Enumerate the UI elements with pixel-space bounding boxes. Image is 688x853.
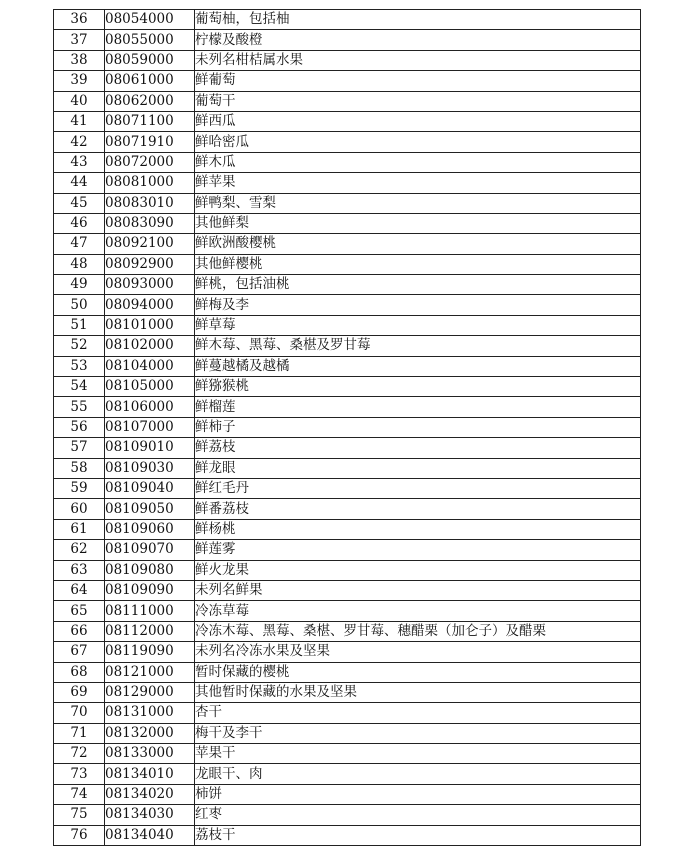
- hs-code-cell: 08121000: [105, 662, 195, 682]
- row-number-cell: 51: [54, 315, 105, 335]
- hs-code-cell: 08102000: [105, 336, 195, 356]
- hs-code-cell: 08109060: [105, 519, 195, 539]
- hs-code-cell: 08134030: [105, 805, 195, 825]
- row-number-cell: 49: [54, 275, 105, 295]
- row-number-cell: 61: [54, 519, 105, 539]
- table-row: [54, 560, 641, 580]
- hs-code-cell: 08062000: [105, 91, 195, 111]
- product-name-cell: 其他鲜樱桃: [195, 254, 641, 274]
- product-name-cell: 其他鲜梨: [195, 213, 641, 233]
- product-name-cell: 鲜杨桃: [195, 519, 641, 539]
- product-name-cell: 未列名冷冻水果及坚果: [195, 642, 641, 662]
- hs-code-cell: 08109070: [105, 540, 195, 560]
- product-name-cell: 鲜莲雾: [195, 540, 641, 560]
- table-row: [54, 478, 641, 498]
- row-number-cell: 52: [54, 336, 105, 356]
- product-name-cell: 鲜鸭梨、雪梨: [195, 193, 641, 213]
- product-name-cell: 鲜番荔枝: [195, 499, 641, 519]
- product-name-cell: 其他暂时保藏的水果及坚果: [195, 682, 641, 702]
- table-row: [54, 315, 641, 335]
- hs-code-cell: 08129000: [105, 682, 195, 702]
- hs-code-cell: 08101000: [105, 315, 195, 335]
- product-name-cell: 红枣: [195, 805, 641, 825]
- table-row: [54, 805, 641, 825]
- hs-code-cell: 08106000: [105, 397, 195, 417]
- table-row: [54, 91, 641, 111]
- hs-code-cell: 08109080: [105, 560, 195, 580]
- table-row: [54, 784, 641, 804]
- product-name-cell: 鲜哈密瓜: [195, 132, 641, 152]
- row-number-cell: 55: [54, 397, 105, 417]
- row-number-cell: 63: [54, 560, 105, 580]
- product-name-cell: 冷冻木莓、黑莓、桑椹、罗甘莓、穗醋栗（加仑子）及醋栗: [195, 621, 641, 641]
- row-number-cell: 40: [54, 91, 105, 111]
- row-number-cell: 48: [54, 254, 105, 274]
- product-name-cell: 鲜龙眼: [195, 458, 641, 478]
- table-row: [54, 438, 641, 458]
- hs-code-cell: 08109090: [105, 580, 195, 600]
- row-number-cell: 42: [54, 132, 105, 152]
- row-number-cell: 36: [54, 10, 105, 30]
- product-name-cell: 梅干及李干: [195, 723, 641, 743]
- hs-code-cell: 08104000: [105, 356, 195, 376]
- product-name-cell: 鲜欧洲酸樱桃: [195, 234, 641, 254]
- product-name-cell: 荔枝干: [195, 825, 641, 845]
- hs-code-cell: 08054000: [105, 10, 195, 30]
- hs-code-cell: 08134020: [105, 784, 195, 804]
- product-name-cell: 葡萄干: [195, 91, 641, 111]
- hs-code-cell: 08081000: [105, 173, 195, 193]
- table-row: [54, 417, 641, 437]
- row-number-cell: 66: [54, 621, 105, 641]
- product-name-cell: 鲜猕猴桃: [195, 377, 641, 397]
- table-row: [54, 703, 641, 723]
- product-name-cell: 龙眼干、肉: [195, 764, 641, 784]
- table-row: [54, 540, 641, 560]
- row-number-cell: 37: [54, 30, 105, 50]
- hs-code-cell: 08071910: [105, 132, 195, 152]
- row-number-cell: 60: [54, 499, 105, 519]
- hs-code-cell: 08072000: [105, 152, 195, 172]
- hs-code-cell: 08111000: [105, 601, 195, 621]
- row-number-cell: 68: [54, 662, 105, 682]
- hs-code-cell: 08092900: [105, 254, 195, 274]
- product-name-cell: 鲜桃，包括油桃: [195, 275, 641, 295]
- product-name-cell: 鲜火龙果: [195, 560, 641, 580]
- table-row: [54, 152, 641, 172]
- hs-code-cell: 08092100: [105, 234, 195, 254]
- row-number-cell: 73: [54, 764, 105, 784]
- table-row: [54, 744, 641, 764]
- product-name-cell: 冷冻草莓: [195, 601, 641, 621]
- table-row: [54, 519, 641, 539]
- table-row: [54, 234, 641, 254]
- table-row: [54, 213, 641, 233]
- product-name-cell: 鲜草莓: [195, 315, 641, 335]
- product-name-cell: 暂时保藏的樱桃: [195, 662, 641, 682]
- table-row: [54, 723, 641, 743]
- table-row: [54, 50, 641, 70]
- hs-code-cell: 08131000: [105, 703, 195, 723]
- hs-code-cell: 08112000: [105, 621, 195, 641]
- row-number-cell: 54: [54, 377, 105, 397]
- table-row: [54, 662, 641, 682]
- table-row: [54, 275, 641, 295]
- product-name-cell: 鲜荔枝: [195, 438, 641, 458]
- product-name-cell: 鲜苹果: [195, 173, 641, 193]
- table-row: [54, 193, 641, 213]
- hs-code-cell: 08083010: [105, 193, 195, 213]
- product-name-cell: 苹果干: [195, 744, 641, 764]
- tariff-table: [53, 9, 641, 846]
- product-name-cell: 鲜柿子: [195, 417, 641, 437]
- product-name-cell: 未列名柑桔属水果: [195, 50, 641, 70]
- table-row: [54, 682, 641, 702]
- tariff-table-body: [54, 10, 641, 846]
- table-row: [54, 10, 641, 30]
- table-row: [54, 499, 641, 519]
- row-number-cell: 76: [54, 825, 105, 845]
- row-number-cell: 75: [54, 805, 105, 825]
- hs-code-cell: 08133000: [105, 744, 195, 764]
- product-name-cell: 鲜梅及李: [195, 295, 641, 315]
- hs-code-cell: 08109050: [105, 499, 195, 519]
- row-number-cell: 67: [54, 642, 105, 662]
- hs-code-cell: 08132000: [105, 723, 195, 743]
- table-row: [54, 132, 641, 152]
- row-number-cell: 43: [54, 152, 105, 172]
- hs-code-cell: 08071100: [105, 111, 195, 131]
- table-row: [54, 336, 641, 356]
- table-row: [54, 397, 641, 417]
- hs-code-cell: 08134040: [105, 825, 195, 845]
- hs-code-cell: 08059000: [105, 50, 195, 70]
- table-row: [54, 458, 641, 478]
- product-name-cell: 未列名鲜果: [195, 580, 641, 600]
- row-number-cell: 57: [54, 438, 105, 458]
- row-number-cell: 71: [54, 723, 105, 743]
- row-number-cell: 46: [54, 213, 105, 233]
- product-name-cell: 鲜蔓越橘及越橘: [195, 356, 641, 376]
- hs-code-cell: 08105000: [105, 377, 195, 397]
- hs-code-cell: 08094000: [105, 295, 195, 315]
- table-row: [54, 580, 641, 600]
- hs-code-cell: 08109010: [105, 438, 195, 458]
- product-name-cell: 鲜红毛丹: [195, 478, 641, 498]
- row-number-cell: 39: [54, 71, 105, 91]
- row-number-cell: 59: [54, 478, 105, 498]
- product-name-cell: 柠檬及酸橙: [195, 30, 641, 50]
- row-number-cell: 41: [54, 111, 105, 131]
- product-name-cell: 柿饼: [195, 784, 641, 804]
- product-name-cell: 鲜榴莲: [195, 397, 641, 417]
- table-row: [54, 764, 641, 784]
- hs-code-cell: 08134010: [105, 764, 195, 784]
- table-row: [54, 254, 641, 274]
- product-name-cell: 鲜葡萄: [195, 71, 641, 91]
- row-number-cell: 64: [54, 580, 105, 600]
- hs-code-cell: 08093000: [105, 275, 195, 295]
- table-row: [54, 111, 641, 131]
- product-name-cell: 杏干: [195, 703, 641, 723]
- row-number-cell: 56: [54, 417, 105, 437]
- row-number-cell: 45: [54, 193, 105, 213]
- table-row: [54, 601, 641, 621]
- hs-code-cell: 08109040: [105, 478, 195, 498]
- table-row: [54, 621, 641, 641]
- product-name-cell: 鲜木莓、黑莓、桑椹及罗甘莓: [195, 336, 641, 356]
- table-row: [54, 825, 641, 845]
- product-name-cell: 葡萄柚，包括柚: [195, 10, 641, 30]
- row-number-cell: 58: [54, 458, 105, 478]
- hs-code-cell: 08061000: [105, 71, 195, 91]
- row-number-cell: 69: [54, 682, 105, 702]
- hs-code-cell: 08083090: [105, 213, 195, 233]
- hs-code-cell: 08107000: [105, 417, 195, 437]
- table-row: [54, 642, 641, 662]
- hs-code-cell: 08119090: [105, 642, 195, 662]
- row-number-cell: 70: [54, 703, 105, 723]
- hs-code-cell: 08109030: [105, 458, 195, 478]
- row-number-cell: 72: [54, 744, 105, 764]
- row-number-cell: 53: [54, 356, 105, 376]
- row-number-cell: 47: [54, 234, 105, 254]
- product-name-cell: 鲜西瓜: [195, 111, 641, 131]
- product-name-cell: 鲜木瓜: [195, 152, 641, 172]
- row-number-cell: 50: [54, 295, 105, 315]
- table-row: [54, 71, 641, 91]
- hs-code-cell: 08055000: [105, 30, 195, 50]
- table-row: [54, 30, 641, 50]
- row-number-cell: 74: [54, 784, 105, 804]
- row-number-cell: 62: [54, 540, 105, 560]
- row-number-cell: 44: [54, 173, 105, 193]
- table-row: [54, 377, 641, 397]
- table-row: [54, 173, 641, 193]
- table-row: [54, 295, 641, 315]
- row-number-cell: 38: [54, 50, 105, 70]
- row-number-cell: 65: [54, 601, 105, 621]
- table-row: [54, 356, 641, 376]
